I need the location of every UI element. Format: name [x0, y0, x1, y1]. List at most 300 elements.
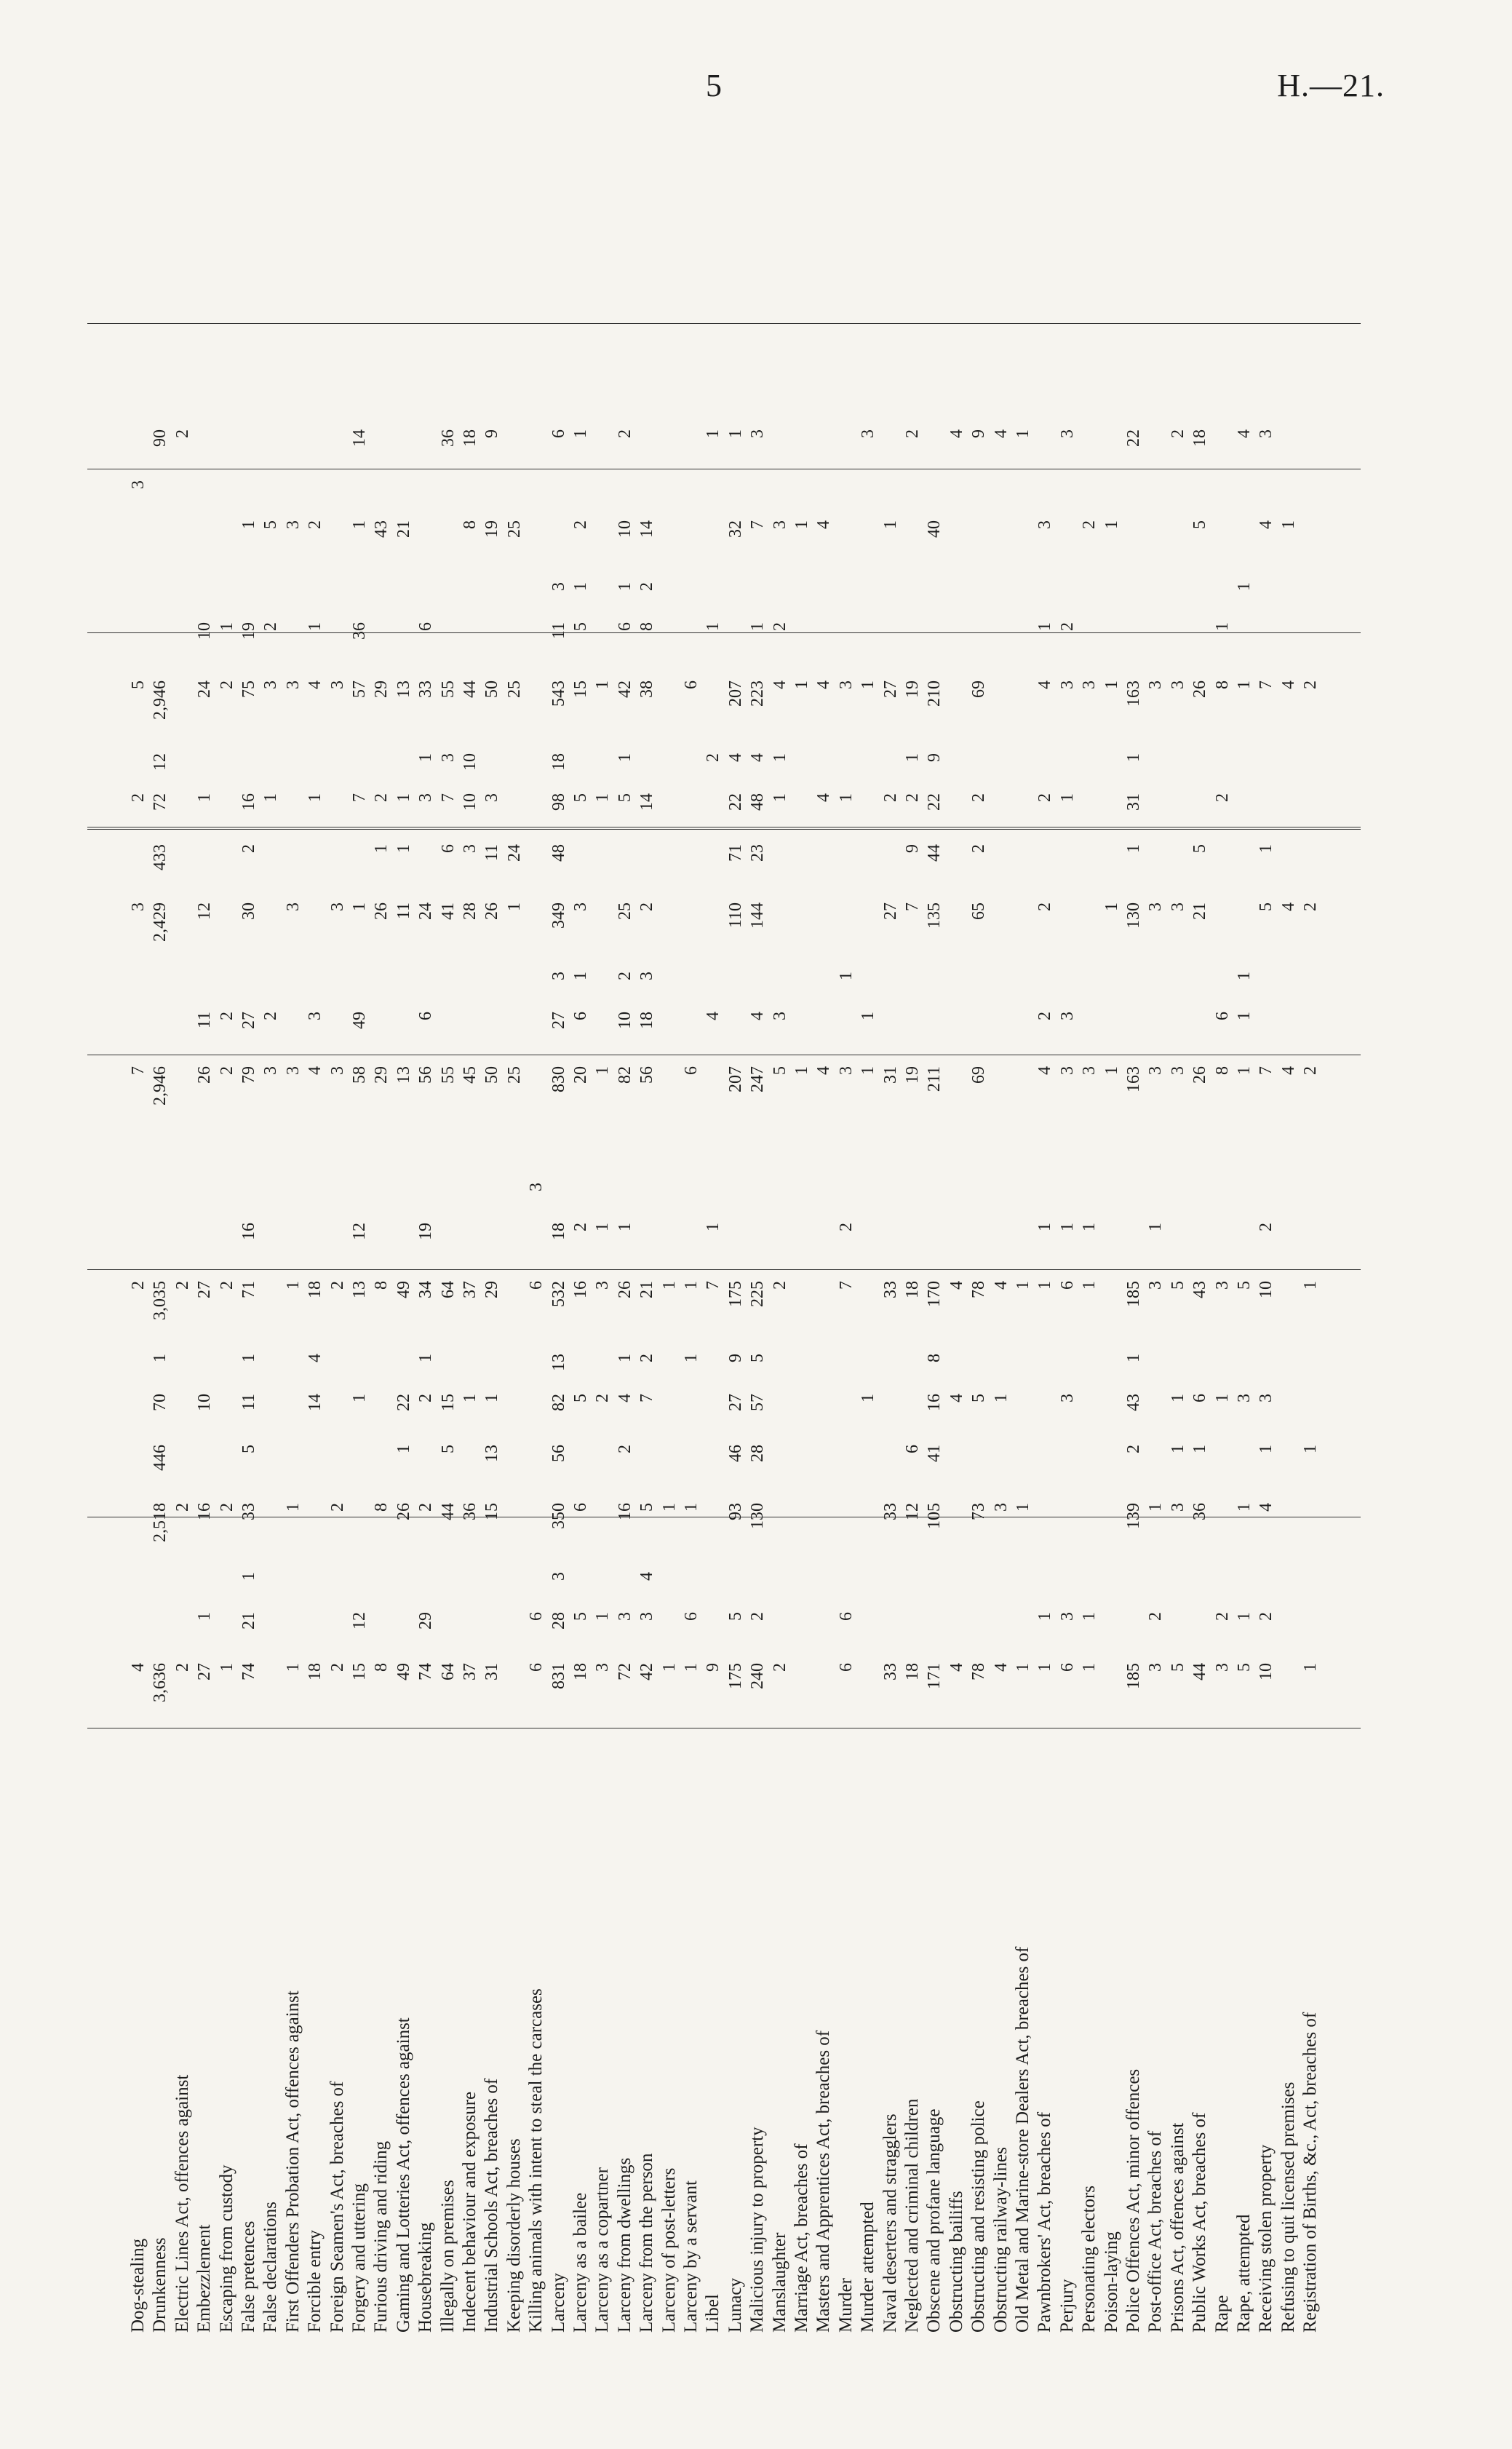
table-cell: 1	[1235, 1612, 1254, 1621]
table-cell: 139	[1124, 1503, 1143, 1529]
table-cell: 2	[416, 1394, 436, 1402]
table-cell: 3	[859, 429, 878, 438]
table-cell: 3	[461, 844, 480, 853]
table-cell: 3	[1057, 1612, 1077, 1621]
table-cell: 130	[748, 1503, 768, 1529]
table-cell: 16	[239, 793, 258, 811]
table-cell: 2	[217, 1066, 236, 1075]
table-cell: 2	[172, 1663, 192, 1672]
table-cell: 13	[394, 680, 413, 698]
offence-label: False pretences	[239, 2220, 258, 2333]
table-cell: 3	[327, 902, 347, 911]
table-cell: 49	[350, 1012, 369, 1029]
table-cell: 2	[217, 680, 236, 689]
table-row	[570, 142, 592, 2333]
table-cell: 1	[1168, 1445, 1187, 1453]
table-cell: 211	[925, 1066, 944, 1092]
table-cell: 2	[1212, 1612, 1232, 1621]
table-cell: 2	[372, 793, 391, 802]
offence-label: Refusing to quit licensed premises	[1278, 2081, 1298, 2333]
table-cell: 6	[527, 1612, 546, 1621]
table-cell: 11	[195, 1012, 215, 1029]
table-cell: 19	[239, 622, 258, 640]
table-cell: 175	[725, 1281, 745, 1307]
table-cell: 1	[903, 753, 922, 762]
table-cell: 27	[880, 680, 900, 698]
table-cell: 11	[549, 622, 568, 640]
table-cell: 3	[549, 972, 568, 980]
table-row	[327, 142, 349, 2333]
table-cell: 223	[748, 680, 768, 707]
table-cell: 8	[372, 1663, 391, 1672]
table-cell: 69	[969, 680, 989, 698]
table-cell: 56	[637, 1066, 657, 1084]
table-cell: 4	[637, 1572, 657, 1581]
table-cell: 13	[482, 1445, 502, 1462]
table-cell: 8	[1212, 680, 1232, 689]
table-cell: 2	[327, 1281, 347, 1290]
table-cell: 207	[725, 1066, 745, 1092]
table-row	[968, 142, 990, 2333]
table-cell: 5	[969, 1394, 989, 1402]
table-cell: 2	[637, 582, 657, 591]
table-row	[813, 142, 835, 2333]
table-cell: 49	[394, 1663, 413, 1680]
table-cell: 5	[615, 793, 634, 802]
table-cell: 48	[549, 844, 568, 862]
table-cell: 29	[372, 680, 391, 698]
table-cell: 1	[792, 680, 811, 689]
table-cell: 1	[1257, 1445, 1276, 1453]
offence-label: Personating electors	[1079, 2185, 1099, 2333]
table-cell: 2	[217, 1503, 236, 1512]
table-cell: 55	[438, 680, 458, 698]
table-cell: 27	[195, 1281, 215, 1298]
table-cell: 1	[394, 793, 413, 802]
offence-label: Illegally on premises	[437, 2180, 458, 2333]
table-row	[857, 142, 879, 2333]
table-cell: 28	[461, 902, 480, 920]
offence-label: Housebreaking	[415, 2222, 436, 2333]
table-row	[1101, 142, 1123, 2333]
table-cell: 1	[239, 1572, 258, 1581]
table-cell: 19	[903, 680, 922, 698]
table-cell: 1	[1278, 520, 1298, 529]
table-cell: 5	[637, 1503, 657, 1512]
offence-label: Larceny of post-letters	[658, 2167, 679, 2333]
table-cell: 6	[1212, 1012, 1232, 1020]
table-cell: 175	[725, 1663, 745, 1689]
table-cell: 2	[637, 1354, 657, 1362]
table-row	[548, 142, 570, 2333]
offence-label: Dog-stealing	[128, 2238, 148, 2333]
table-cell: 185	[1124, 1663, 1143, 1689]
table-cell: 5	[571, 1394, 590, 1402]
table-cell: 2	[1124, 1445, 1143, 1453]
offence-label: Perjury	[1057, 2279, 1077, 2333]
table-cell: 7	[836, 1281, 856, 1290]
table-cell: 1	[1035, 1223, 1055, 1231]
table-cell: 1	[593, 680, 613, 689]
table-cell: 3	[549, 582, 568, 591]
table-cell: 75	[239, 680, 258, 698]
table-cell: 1	[283, 1503, 303, 1512]
table-cell: 1	[1146, 1503, 1166, 1512]
table-cell: 36	[461, 1503, 480, 1520]
table-cell: 1	[504, 902, 524, 911]
table-cell: 93	[725, 1503, 745, 1520]
table-row	[835, 142, 857, 2333]
table-cell: 7	[748, 520, 768, 529]
table-cell: 1	[306, 793, 325, 802]
table-cell: 10	[1257, 1281, 1276, 1298]
table-cell: 57	[350, 680, 369, 698]
offence-label: Public Works Act, breaches of	[1190, 2112, 1210, 2333]
table-cell: 1	[682, 1503, 701, 1512]
table-cell: 1	[461, 1394, 480, 1402]
table-row	[1145, 142, 1166, 2333]
table-cell: 32	[725, 520, 745, 538]
offence-label: Larceny as a bailee	[570, 2192, 590, 2333]
table-cell: 18	[637, 1012, 657, 1029]
table-cell: 171	[925, 1663, 944, 1689]
table-cell: 3	[571, 902, 590, 911]
table-cell: 3	[836, 1066, 856, 1075]
table-cell: 15	[350, 1663, 369, 1680]
table-cell: 78	[969, 1281, 989, 1298]
table-cell: 31	[1124, 793, 1143, 811]
table-cell: 3	[129, 480, 148, 489]
table-cell: 23	[748, 844, 768, 862]
table-cell: 2	[969, 793, 989, 802]
table-cell: 1	[836, 972, 856, 980]
table-cell: 1	[615, 582, 634, 591]
table-cell: 830	[549, 1066, 568, 1092]
table-cell: 8	[372, 1503, 391, 1512]
table-cell: 10	[615, 520, 634, 538]
table-cell: 19	[482, 520, 502, 538]
table-cell: 26	[1190, 680, 1210, 698]
table-cell: 1	[217, 1663, 236, 1672]
table-cell: 2	[615, 1445, 634, 1453]
table-cell: 4	[1278, 902, 1298, 911]
table-cell: 12	[903, 1503, 922, 1520]
table-cell: 2	[880, 793, 900, 802]
rotated-statistics-table	[87, 142, 1361, 2333]
table-cell: 64	[438, 1663, 458, 1680]
table-cell: 1	[195, 1612, 215, 1621]
table-cell: 4	[129, 1663, 148, 1672]
table-cell: 1	[416, 1354, 436, 1362]
table-cell: 7	[438, 793, 458, 802]
table-cell: 8	[637, 622, 657, 631]
table-cell: 13	[549, 1354, 568, 1371]
offence-label: Registration of Births, &c., Act, breaches of	[1300, 2012, 1321, 2333]
offence-label: First Offenders Probation Act, offences against	[282, 1990, 303, 2333]
table-cell: 7	[350, 793, 369, 802]
table-cell: 1	[770, 753, 789, 762]
offence-label: Neglected and criminal children	[902, 2098, 922, 2333]
table-cell: 1	[1014, 1663, 1032, 1672]
table-cell: 26	[615, 1281, 634, 1298]
table-cell: 163	[1124, 680, 1143, 707]
table-cell: 1	[1080, 1281, 1099, 1290]
table-cell: 14	[350, 429, 369, 447]
table-cell: 18	[903, 1281, 922, 1298]
table-row	[1233, 142, 1255, 2333]
table-cell: 43	[1190, 1281, 1210, 1298]
table-cell: 3	[283, 902, 303, 911]
table-cell: 65	[969, 902, 989, 920]
table-cell: 10	[195, 622, 215, 640]
offence-label: Rape, attempted	[1234, 2214, 1254, 2333]
table-cell: 3	[637, 972, 657, 980]
offence-label: Forcible entry	[305, 2230, 325, 2333]
table-cell: 1	[350, 520, 369, 529]
table-cell: 2	[172, 1281, 192, 1290]
table-cell: 1	[416, 753, 436, 762]
table-cell: 6	[682, 1612, 701, 1621]
table-cell: 2	[1035, 793, 1055, 802]
table-cell: 10	[461, 793, 480, 811]
table-cell: 8	[372, 1281, 391, 1290]
table-cell: 240	[748, 1663, 768, 1689]
table-cell: 82	[549, 1394, 568, 1411]
table-cell: 12	[195, 902, 215, 920]
table-cell: 1	[859, 680, 878, 689]
table-cell: 7	[903, 902, 922, 911]
table-cell: 1	[1057, 1223, 1077, 1231]
table-cell: 2,429	[151, 902, 170, 942]
table-cell: 4	[704, 1012, 723, 1020]
table-cell: 3	[327, 680, 347, 689]
table-cell: 1	[593, 1223, 613, 1231]
table-cell: 2	[1257, 1612, 1276, 1621]
table-cell: 4	[306, 1066, 325, 1075]
table-cell: 24	[416, 902, 436, 920]
offence-label: Murder attempted	[858, 2202, 878, 2333]
table-cell: 1	[283, 1663, 303, 1672]
table-cell: 130	[1124, 902, 1143, 929]
table-cell: 8	[461, 520, 480, 529]
table-cell: 3	[1168, 902, 1187, 911]
table-cell: 3	[1035, 520, 1055, 529]
table-cell: 1	[571, 972, 590, 980]
table-row	[990, 142, 1012, 2333]
table-cell: 30	[239, 902, 258, 920]
table-cell: 2	[836, 1223, 856, 1231]
table-cell: 72	[151, 793, 170, 811]
table-cell: 7	[637, 1394, 657, 1402]
table-cell: 3	[1146, 1281, 1166, 1290]
table-cell: 6	[1057, 1281, 1077, 1290]
table-row	[702, 142, 724, 2333]
table-cell: 73	[969, 1503, 989, 1520]
table-cell: 2	[1035, 902, 1055, 911]
table-cell: 29	[416, 1612, 436, 1630]
table-row	[1300, 142, 1321, 2333]
table-row	[636, 142, 658, 2333]
table-row	[1034, 142, 1056, 2333]
table-cell: 26	[372, 902, 391, 920]
offence-label: False declarations	[260, 2202, 281, 2333]
table-row	[658, 142, 680, 2333]
table-cell: 1	[593, 793, 613, 802]
table-cell: 16	[571, 1281, 590, 1298]
table-cell: 4	[947, 1394, 966, 1402]
table-cell: 3	[770, 520, 789, 529]
table-cell: 29	[372, 1066, 391, 1084]
table-cell: 2	[770, 1281, 789, 1290]
table-cell: 72	[615, 1663, 634, 1680]
table-cell: 543	[549, 680, 568, 707]
table-cell: 1	[372, 844, 391, 853]
table-cell: 1	[1235, 1012, 1254, 1020]
table-row	[194, 142, 215, 2333]
offence-label: Prisons Act, offences against	[1167, 2122, 1187, 2333]
table-cell: 9	[725, 1354, 745, 1362]
table-cell: 4	[1257, 1503, 1276, 1512]
table-cell: 34	[416, 1281, 436, 1298]
table-cell: 2	[1301, 902, 1321, 911]
table-cell: 2	[239, 844, 258, 853]
table-cell: 1	[151, 1354, 170, 1362]
offence-label: Embezzlement	[194, 2224, 215, 2333]
table-cell: 1	[1102, 902, 1121, 911]
table-cell: 2,946	[151, 680, 170, 720]
table-cell: 1	[239, 1354, 258, 1362]
table-cell: 18	[903, 1663, 922, 1680]
table-cell: 42	[637, 1663, 657, 1680]
table-cell: 6	[527, 1281, 546, 1290]
table-cell: 185	[1124, 1281, 1143, 1307]
offence-label: Electric Lines Act, offences against	[172, 2074, 192, 2333]
table-cell: 11	[239, 1394, 258, 1411]
offence-label: Forgery and uttering	[349, 2183, 369, 2333]
table-cell: 1	[1235, 1066, 1254, 1075]
table-cell: 18	[306, 1281, 325, 1298]
offence-label: Furious driving and riding	[371, 2140, 391, 2333]
table-cell: 3	[836, 680, 856, 689]
table-cell: 1	[1102, 680, 1121, 689]
table-row	[393, 142, 415, 2333]
table-cell: 3	[1057, 1066, 1077, 1075]
table-cell: 1	[261, 793, 281, 802]
table-cell: 55	[438, 1066, 458, 1084]
table-cell: 163	[1124, 1066, 1143, 1092]
offence-label: Foreign Seamen's Act, breaches of	[327, 2081, 347, 2333]
table-row	[459, 142, 481, 2333]
table-row	[1255, 142, 1277, 2333]
table-cell: 16	[195, 1503, 215, 1520]
offence-label: Poison-laying	[1101, 2231, 1121, 2333]
table-cell: 22	[1124, 429, 1143, 447]
table-cell: 1	[748, 622, 768, 631]
table-row	[769, 142, 791, 2333]
table-cell: 3	[1235, 1394, 1254, 1402]
table-cell: 2	[327, 1503, 347, 1512]
table-cell: 2	[1301, 680, 1321, 689]
table-cell: 1	[659, 1503, 679, 1512]
table-cell: 10	[461, 753, 480, 771]
table-cell: 43	[372, 520, 391, 538]
table-cell: 2,518	[151, 1503, 170, 1542]
table-cell: 1	[880, 520, 900, 529]
table-cell: 48	[748, 793, 768, 811]
table-cell: 6	[1190, 1394, 1210, 1402]
table-cell: 3	[1168, 680, 1187, 689]
table-cell: 9	[925, 753, 944, 762]
table-row	[415, 142, 437, 2333]
table-cell: 1	[1168, 1394, 1187, 1402]
table-cell: 27	[725, 1394, 745, 1411]
table-cell: 41	[438, 902, 458, 920]
table-cell: 831	[549, 1663, 568, 1689]
table-cell: 2	[1168, 429, 1187, 438]
offence-label: Marriage Act, breaches of	[792, 2143, 811, 2333]
table-cell: 2	[129, 793, 148, 802]
table-cell: 1	[792, 1066, 811, 1075]
table-cell: 33	[880, 1503, 900, 1520]
table-cell: 27	[239, 1012, 258, 1029]
table-cell: 3	[1257, 1394, 1276, 1402]
table-row	[747, 142, 768, 2333]
table-cell: 2	[416, 1503, 436, 1512]
table-cell: 6	[438, 844, 458, 853]
table-cell: 3	[283, 520, 303, 529]
table-cell: 5	[1235, 1281, 1254, 1290]
table-cell: 6	[571, 1012, 590, 1020]
table-cell: 36	[350, 622, 369, 640]
table-cell: 44	[461, 680, 480, 698]
table-cell: 2	[704, 753, 723, 762]
table-row	[1211, 142, 1233, 2333]
table-row	[680, 142, 702, 2333]
table-cell: 11	[394, 902, 413, 920]
table-cell: 3	[1168, 1503, 1187, 1512]
table-cell: 4	[306, 680, 325, 689]
table-cell: 8	[1212, 1066, 1232, 1075]
table-row	[923, 142, 945, 2333]
table-row	[1057, 142, 1078, 2333]
table-cell: 1	[1014, 1503, 1032, 1512]
table-cell: 1	[1235, 582, 1254, 591]
table-cell: 1	[217, 622, 236, 631]
table-cell: 4	[1278, 1066, 1298, 1075]
table-cell: 1	[350, 902, 369, 911]
table-cell: 1	[1080, 1223, 1099, 1231]
table-cell: 57	[748, 1394, 768, 1411]
table-cell: 4	[748, 753, 768, 762]
table-cell: 3	[261, 1066, 281, 1075]
table-cell: 2	[637, 902, 657, 911]
table-cell: 1	[1146, 1223, 1166, 1231]
table-cell: 15	[482, 1503, 502, 1520]
table-cell: 3	[438, 753, 458, 762]
table-cell: 13	[350, 1281, 369, 1298]
table-cell: 4	[615, 1394, 634, 1402]
offence-label: Escaping from custody	[216, 2164, 236, 2333]
table-cell: 5	[725, 1612, 745, 1621]
table-cell: 2	[327, 1663, 347, 1672]
table-cell: 22	[394, 1394, 413, 1411]
table-cell: 2	[1257, 1223, 1276, 1231]
table-cell: 2	[770, 1663, 789, 1672]
table-cell: 1	[991, 1394, 1011, 1402]
table-cell: 7	[1257, 680, 1276, 689]
table-cell: 15	[571, 680, 590, 698]
table-cell: 1	[704, 429, 723, 438]
